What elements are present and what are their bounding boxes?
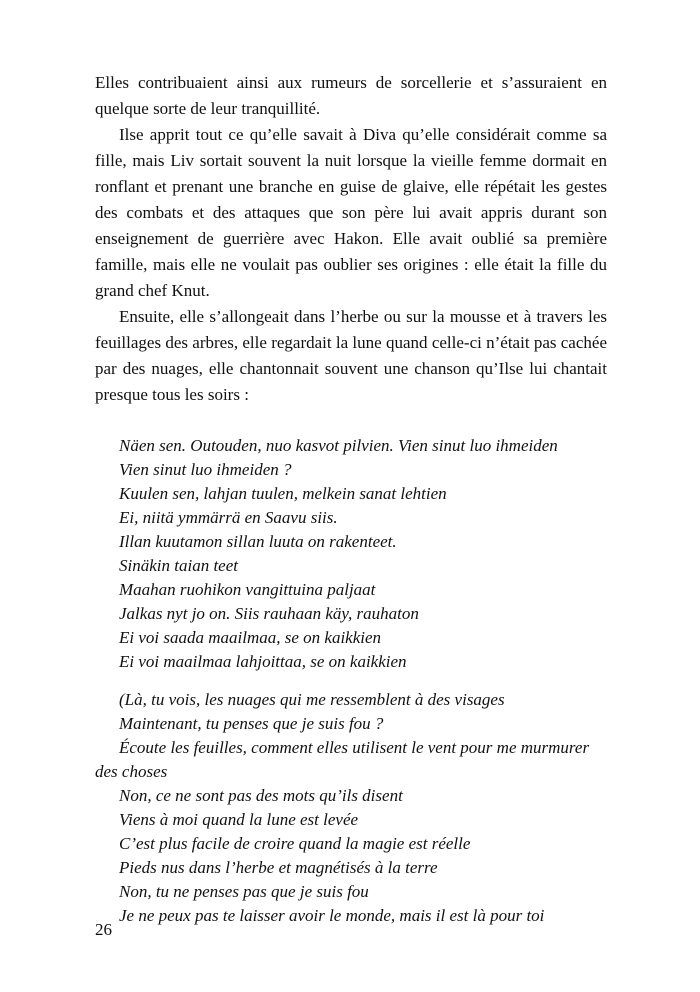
stanza-french: [95, 688, 607, 928]
verse-line: Non, ce ne sont pas des mots qu’ils disent: [119, 786, 403, 805]
verse-line: (Là, tu vois, les nuages qui me ressemblent à des visages: [119, 690, 505, 709]
verse-line: Ei, niitä ymmärrä en Saavu siis.: [119, 508, 338, 527]
verse-line: Écoute les feuilles, comment elles utilisent le vent pour me murmurer: [119, 738, 590, 757]
verse-line: Pieds nus dans l’herbe et magnétisés à la terre: [119, 858, 438, 877]
verse-line: Ei voi maailmaa lahjoittaa, se on kaikkien: [119, 652, 407, 671]
verse-line: Vien sinut luo ihmeiden ?: [119, 460, 292, 479]
verse-line: Kuulen sen, lahjan tuulen, melkein sanat lehtien: [119, 484, 447, 503]
verse-line: Je ne peux pas te laisser avoir le monde, mais il est là pour toi: [119, 906, 545, 925]
paragraph-2: Ilse apprit tout ce qu’elle savait à Diva qu’elle considérait comme sa fille, mais Liv sortait souvent la nuit lorsque la vieille femme dormait en ronflant et prenant une branche en guise de glaive, elle répétait les gestes des combats et des attaques que son père lui avait appris durant son enseignement de guerrière avec Hakon. Elle avait oublié sa première famille, mais elle ne voulait pas oublier ses origines : elle était la fille du grand chef Knut.: [95, 125, 607, 300]
verse-line: Näen sen. Outouden, nuo kasvot pilvien. Vien sinut luo ihmeiden: [119, 436, 558, 455]
verse-line: C’est plus facile de croire quand la magie est réelle: [119, 834, 471, 853]
paragraph-1: Elles contribuaient ainsi aux rumeurs de sorcellerie et s’assuraient en quelque sorte de leur tranquillité.: [95, 73, 607, 118]
verse-line: Maintenant, tu penses que je suis fou ?: [119, 714, 384, 733]
verse-line: Viens à moi quand la lune est levée: [119, 810, 359, 829]
song-lyrics: [95, 434, 607, 928]
verse-line: Non, tu ne penses pas que je suis fou: [119, 882, 369, 901]
verse-line-continuation: des choses: [95, 762, 168, 781]
page-number: 26: [95, 920, 112, 939]
verse-line: Jalkas nyt jo on. Siis rauhaan käy, rauhaton: [119, 604, 419, 623]
prose-section: [95, 70, 607, 408]
stanza-finnish: [95, 434, 607, 674]
verse-line: Sinäkin taian teet: [119, 556, 238, 575]
verse-line: Illan kuutamon sillan luuta on rakenteet.: [119, 532, 397, 551]
paragraph-3: Ensuite, elle s’allongeait dans l’herbe ou sur la mousse et à travers les feuillages des arbres, elle regardait la lune quand celle-ci n’était pas cachée par des nuages, elle chantonnait souvent une chanson qu’Ilse lui chantait presque tous les soirs :: [95, 307, 607, 404]
verse-line: Ei voi saada maailmaa, se on kaikkien: [119, 628, 382, 647]
page-body: [95, 70, 607, 942]
verse-line: Maahan ruohikon vangittuina paljaat: [119, 580, 376, 599]
